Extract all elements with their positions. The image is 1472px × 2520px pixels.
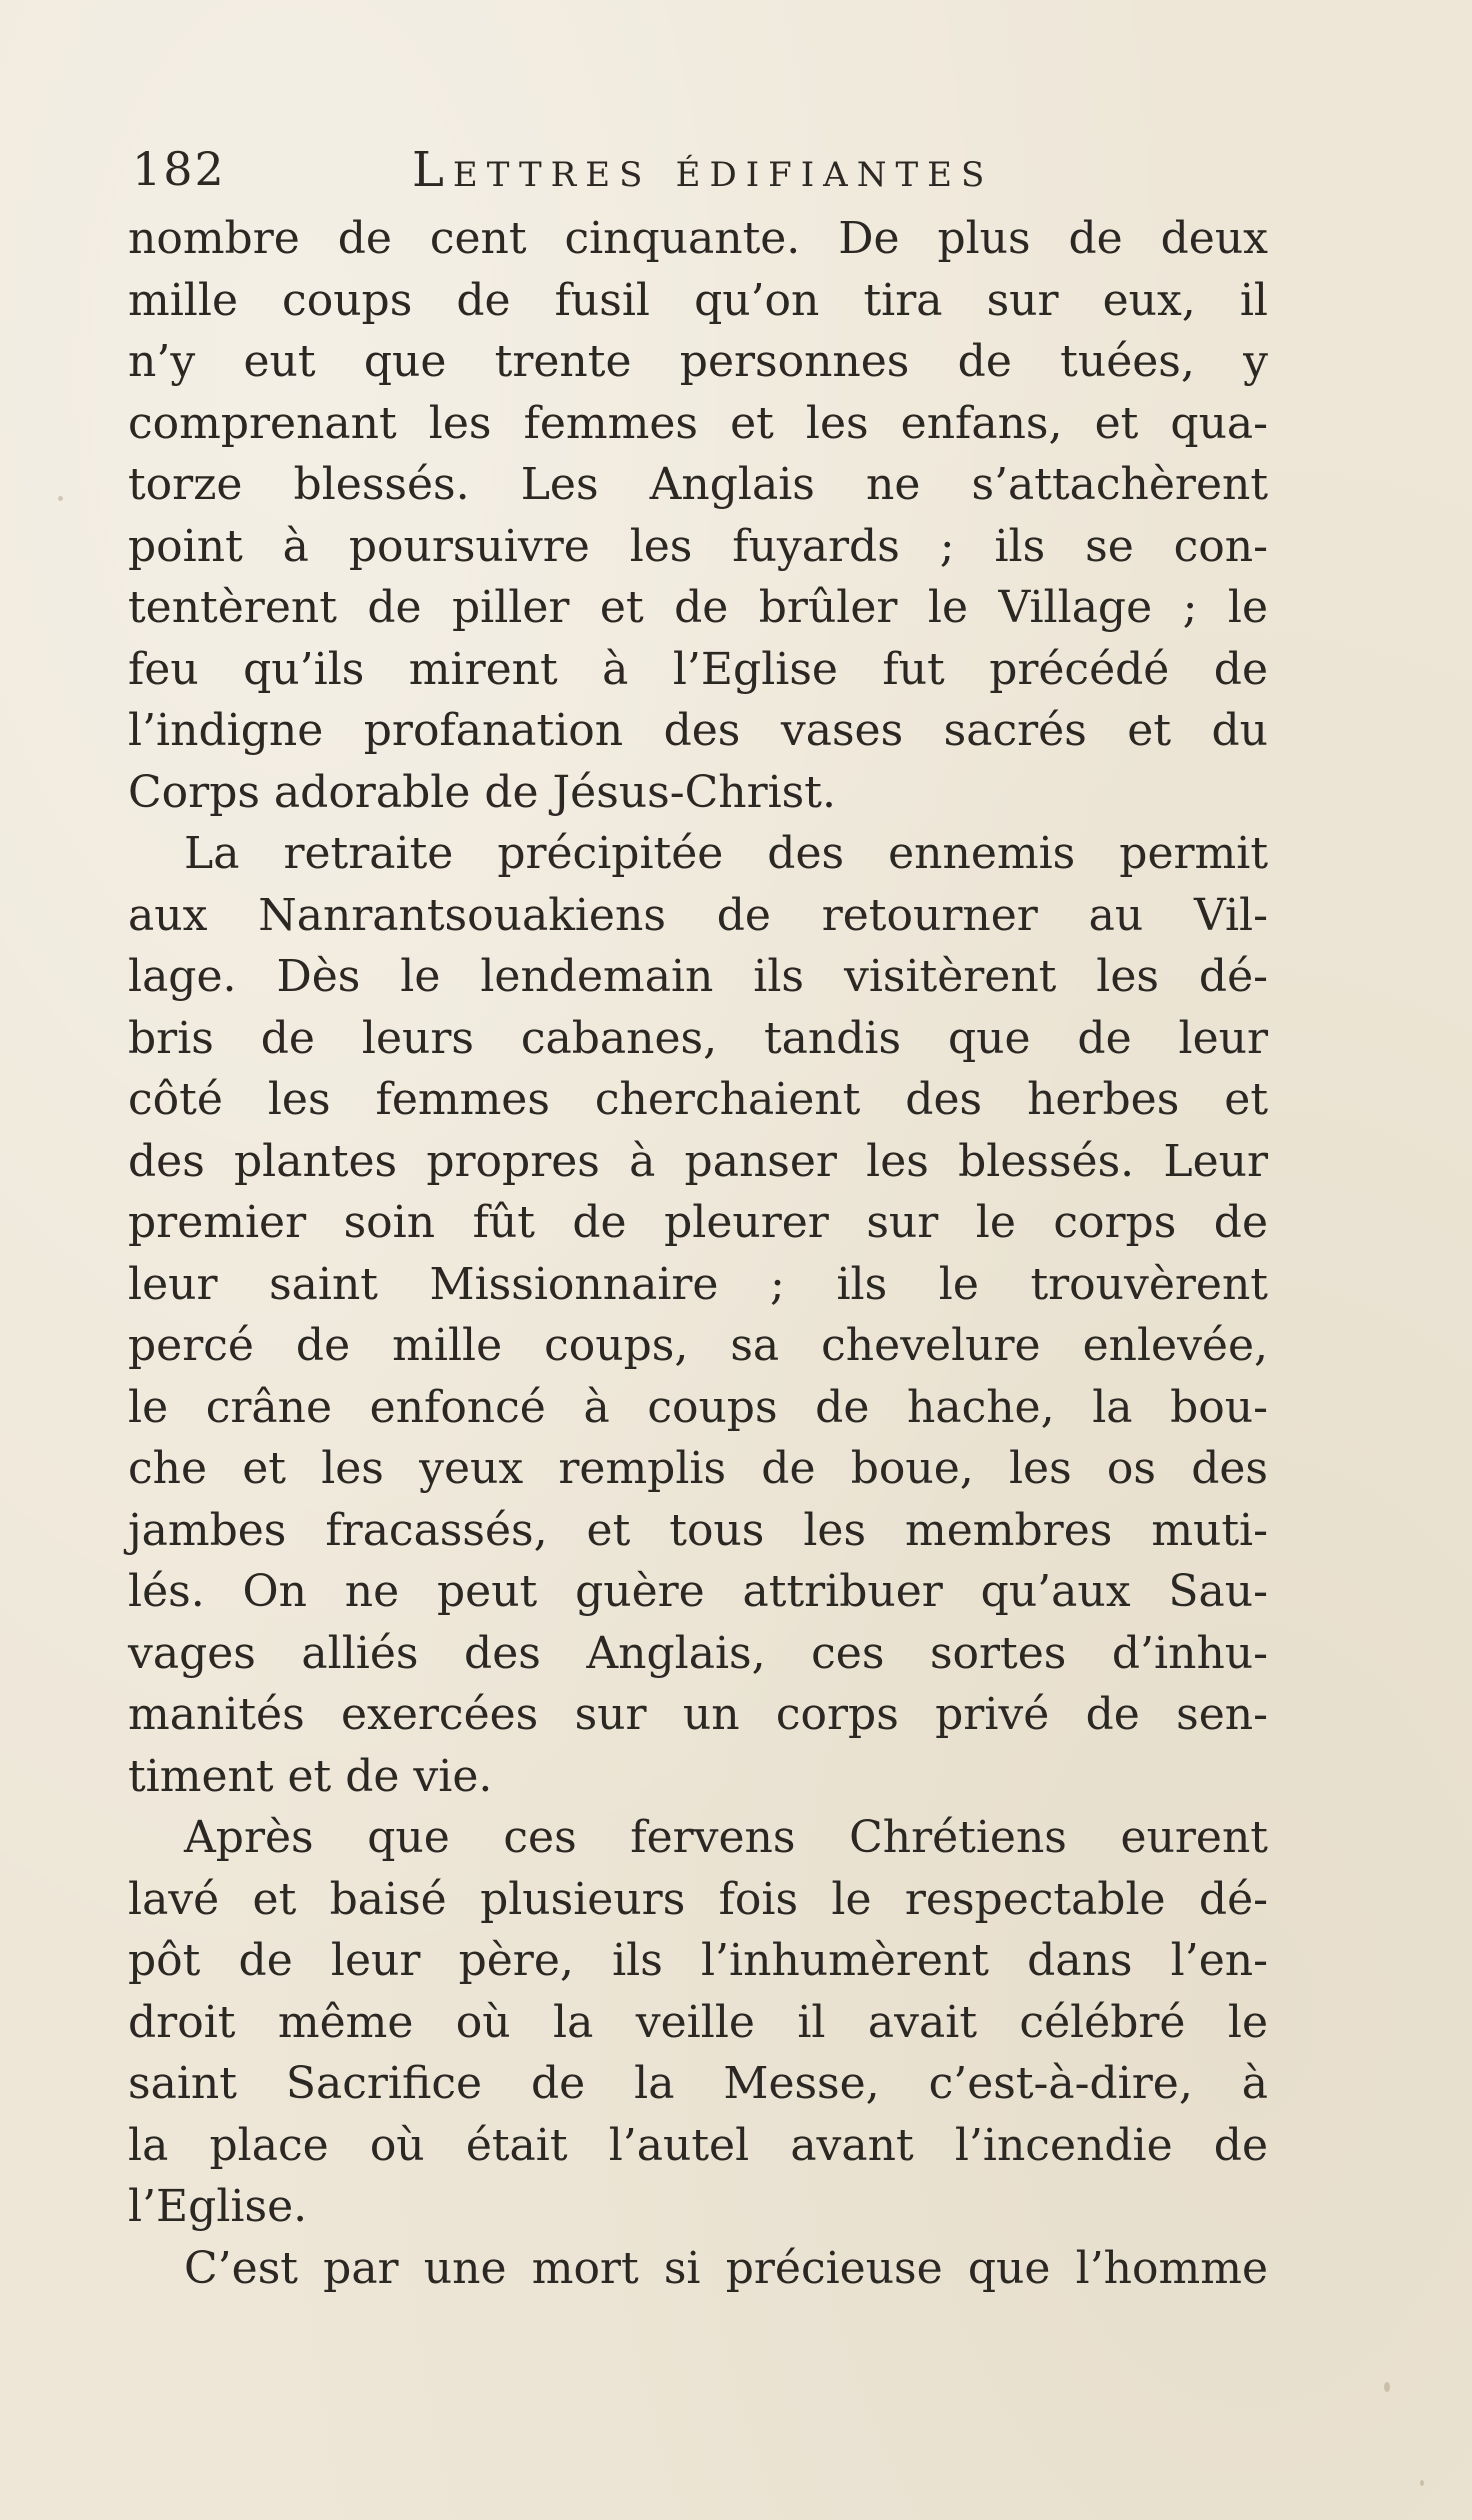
text-line: aux Nanrantsouakiens de retourner au Vil- bbox=[128, 889, 1268, 941]
text-line: percé de mille coups, sa chevelure enlevée, bbox=[128, 1320, 1268, 1371]
text-line: nombre de cent cinquante. De plus de deux bbox=[128, 213, 1268, 264]
text-line: mille coups de fusil qu’on tira sur eux, il bbox=[128, 274, 1268, 326]
text-line: côté les femmes cherchaient des herbes et bbox=[128, 1074, 1268, 1125]
text-line: Corps adorable de Jésus-Christ. bbox=[128, 766, 836, 818]
text-line: des plantes propres à panser les blessés. Leur bbox=[128, 1135, 1268, 1187]
text-line: tentèrent de piller et de brûler le Village ; le bbox=[128, 582, 1268, 633]
text-line: l’indigne profanation des vases sacrés et du bbox=[128, 705, 1268, 756]
paragraph-first-line: La retraite précipitée des ennemis permit bbox=[184, 828, 1268, 879]
text-line: premier soin fût de pleurer sur le corps de bbox=[128, 1197, 1268, 1248]
text-line: lage. Dès le lendemain ils visitèrent les dé- bbox=[128, 951, 1268, 1002]
text-line: manités exercées sur un corps privé de sen- bbox=[128, 1689, 1268, 1740]
text-line: la place où était l’autel avant l’incendie de bbox=[128, 2119, 1268, 2171]
text-line: bris de leurs cabanes, tandis que de leur bbox=[128, 1012, 1268, 1064]
text-line: feu qu’ils mirent à l’Eglise fut précédé de bbox=[128, 643, 1268, 695]
text-line: le crâne enfoncé à coups de hache, la bou- bbox=[128, 1381, 1268, 1433]
paragraph-first-line: Après que ces fervens Chrétiens eurent bbox=[184, 1812, 1268, 1863]
paper-speck bbox=[58, 496, 63, 501]
text-line: saint Sacrifice de la Messe, c’est-à-dire, à bbox=[128, 2058, 1268, 2109]
body-text bbox=[128, 208, 1268, 2299]
text-line: lavé et baisé plusieurs fois le respectable dé- bbox=[128, 1873, 1268, 1925]
text-line: leur saint Missionnaire ; ils le trouvèrent bbox=[128, 1258, 1268, 1310]
text-line: point à poursuivre les fuyards ; ils se con- bbox=[128, 520, 1268, 572]
paragraph-first-line: C’est par une mort si précieuse que l’homme bbox=[184, 2242, 1268, 2294]
text-line: torze blessés. Les Anglais ne s’attachèrent bbox=[128, 459, 1268, 510]
text-line: che et les yeux remplis de boue, les os des bbox=[128, 1443, 1268, 1494]
page-number: 182 bbox=[132, 142, 226, 196]
text-line: droit même où la veille il avait célébré le bbox=[128, 1996, 1268, 2048]
running-title: Lettres édifiantes bbox=[412, 142, 994, 198]
text-line: n’y eut que trente personnes de tuées, y bbox=[128, 336, 1268, 387]
text-line: vages alliés des Anglais, ces sortes d’inhu- bbox=[128, 1627, 1268, 1679]
page-header bbox=[132, 142, 1282, 204]
text-line: l’Eglise. bbox=[128, 2181, 308, 2232]
text-line: timent et de vie. bbox=[128, 1750, 493, 1802]
text-line: lés. On ne peut guère attribuer qu’aux Sau- bbox=[128, 1566, 1268, 1617]
text-line: comprenant les femmes et les enfans, et qua- bbox=[128, 397, 1268, 449]
text-line: jambes fracassés, et tous les membres muti- bbox=[128, 1504, 1268, 1556]
paper-speck bbox=[1384, 2382, 1390, 2392]
text-line: pôt de leur père, ils l’inhumèrent dans l’en- bbox=[128, 1935, 1268, 1986]
paper-speck bbox=[1420, 2480, 1424, 2486]
